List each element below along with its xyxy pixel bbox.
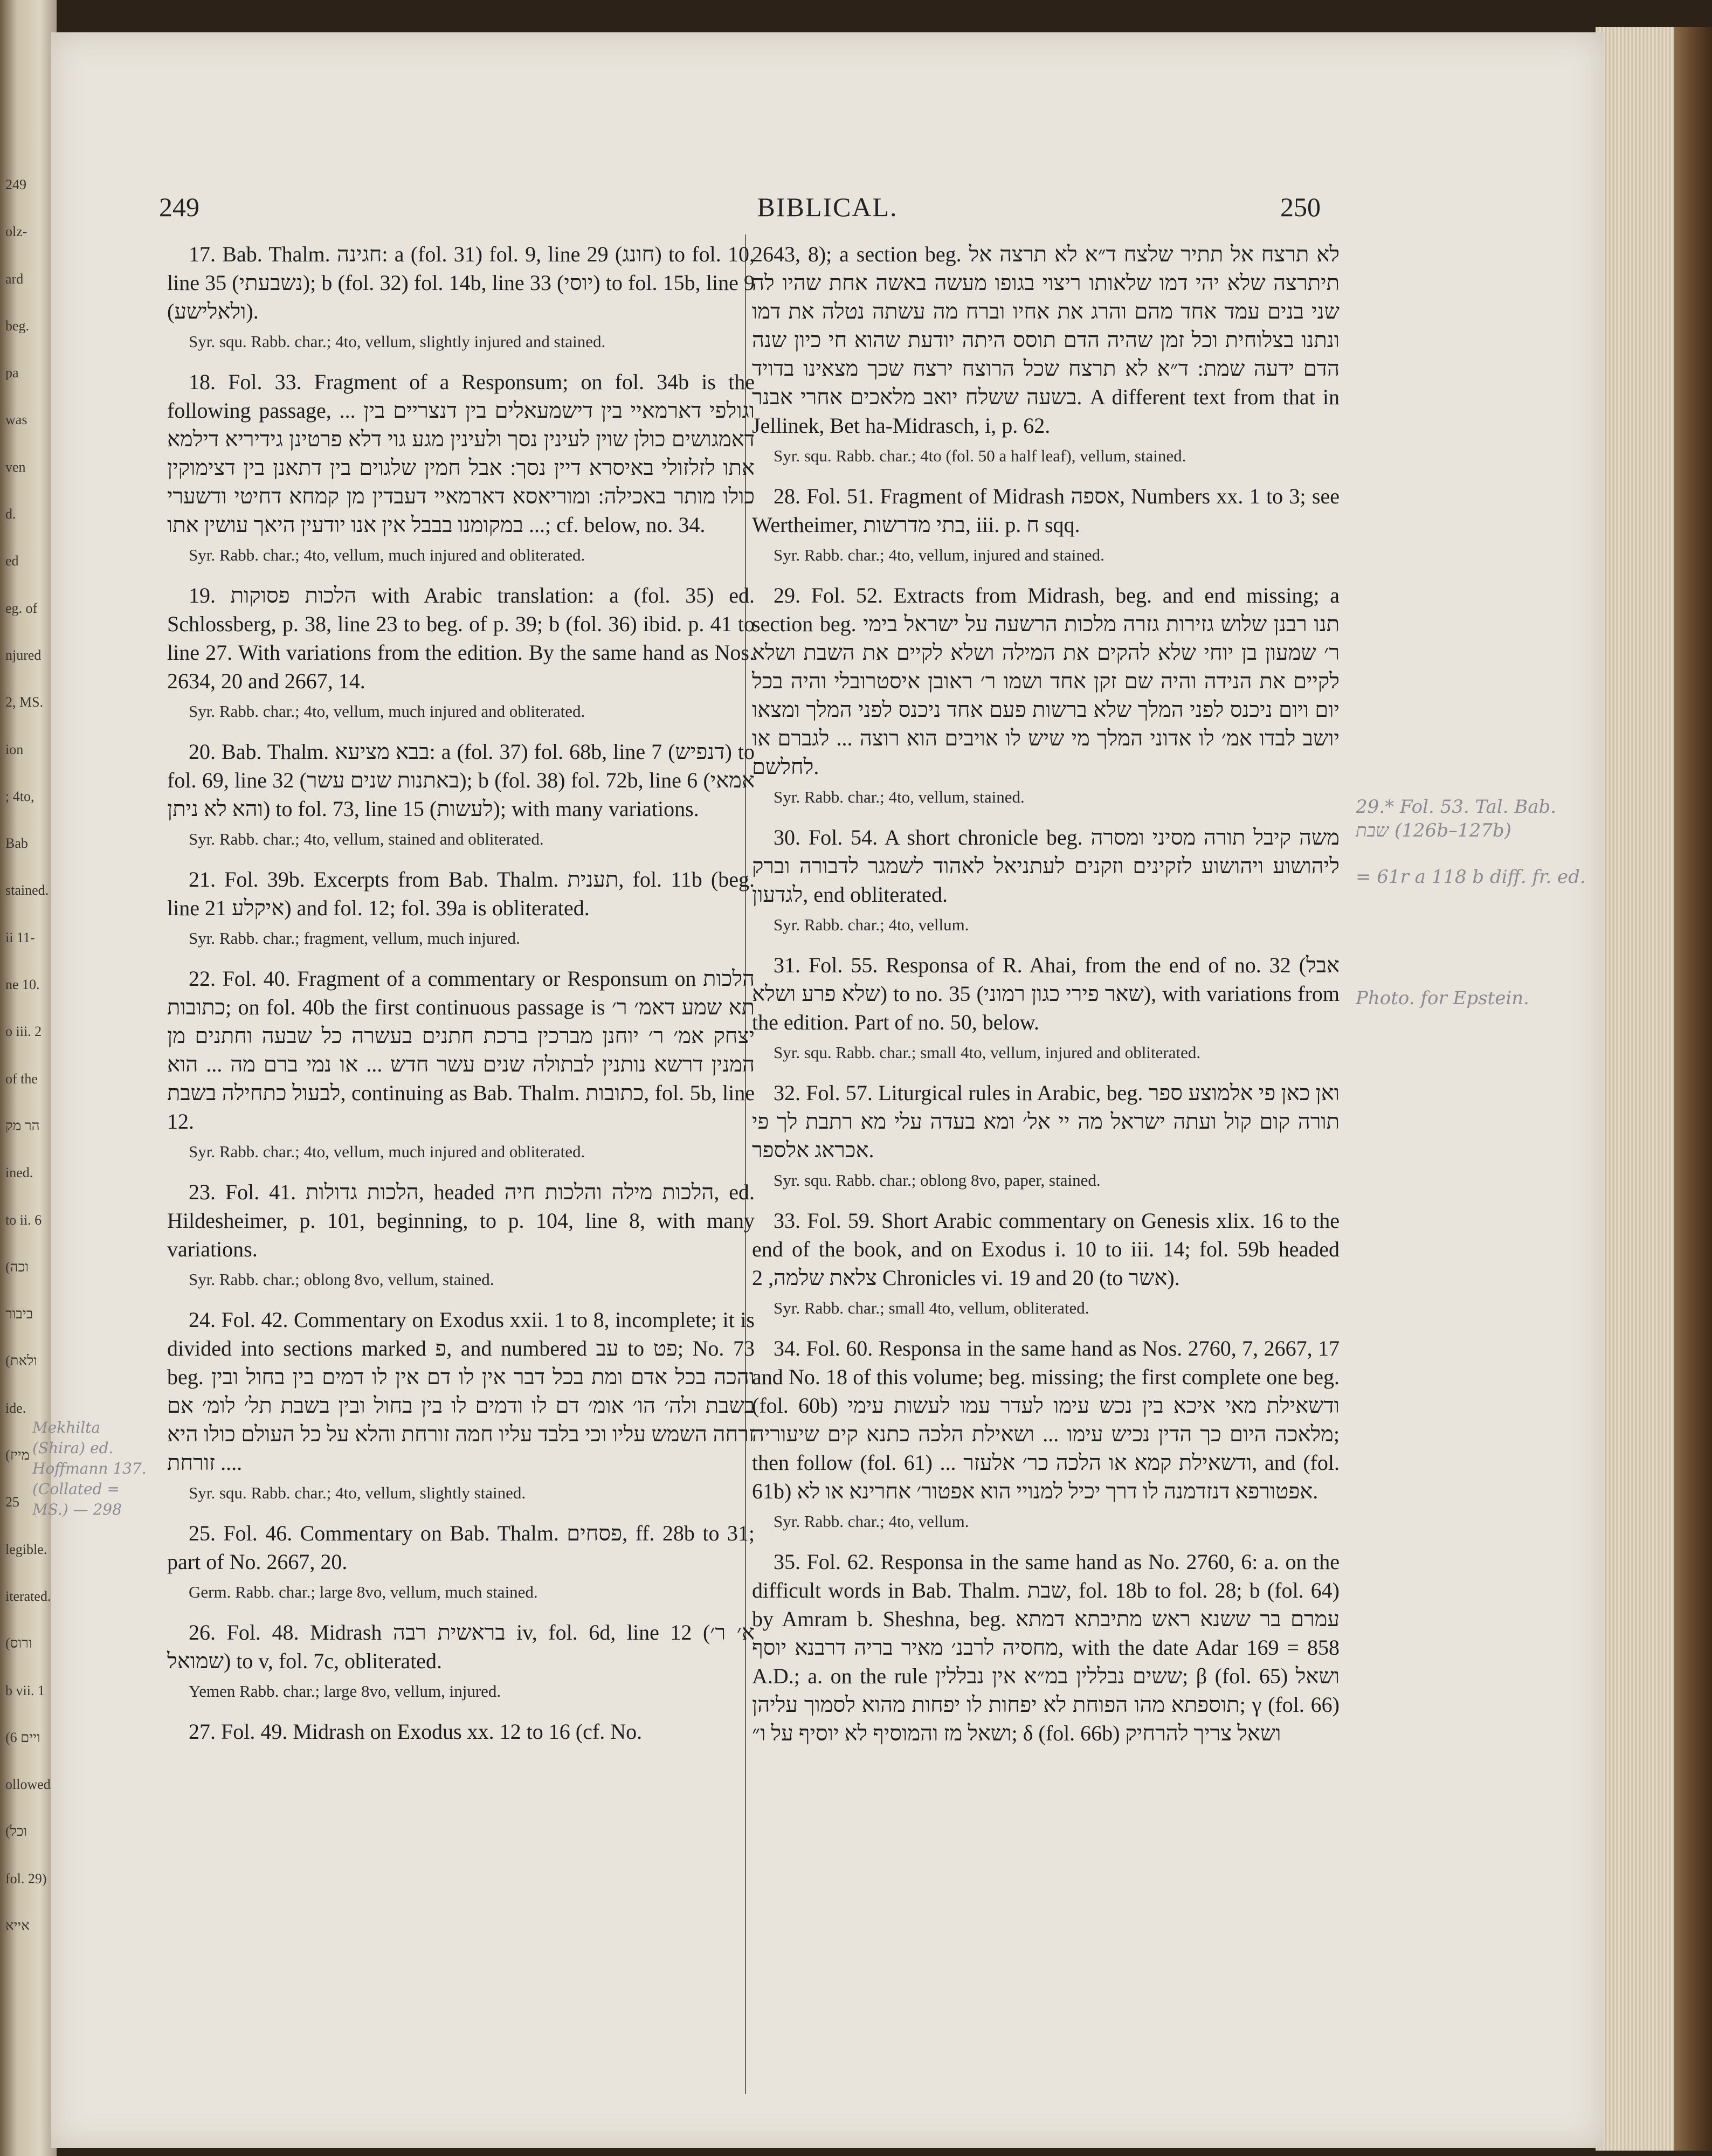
edge-fragment: 249 — [5, 178, 26, 192]
book-page-stack — [1596, 27, 1712, 2151]
entry-32 — [752, 1079, 1340, 1191]
entry-17 — [167, 240, 755, 353]
entry-20 — [167, 737, 755, 850]
entry-description: Syr. Rabb. char.; 4to, vellum, stained. — [774, 787, 1025, 806]
edge-fragment: (וכה — [5, 1260, 29, 1274]
entry-text: 34. Fol. 60. Responsa in the same hand as Nos. 2760, 7, 2667, 17 and No. 18 of this volume; beg. missing; the first complete one beg. (fol. 60b) ודשאילת מאי איכא בין נכש עימו לעדר עמו לעשות עימי מלאכה היום כך הדין נכיש עימו ... ושאילת הלכה כתנא קים שיעוריה; then follow (fol. 61) ... ודשאילת קמא או הלכה כר׳ אלעזר, and (fol. 61b) אפטורפא דנזדמנה לו דרך יכיל למנויי הוא אפטור׳ אחרינא או לא. — [752, 1336, 1340, 1503]
entry-text: 26. Fol. 48. Midrash בראשית רבה iv, fol. 6d, line 12 (א׳ ר׳ שמואל) to v, fol. 7c, obliterated. — [167, 1620, 755, 1673]
edge-fragment: beg. — [5, 319, 30, 333]
edge-fragment: ollowed — [5, 1778, 51, 1792]
edge-fragment: to ii. 6 — [5, 1213, 42, 1227]
entry-24 — [167, 1305, 755, 1504]
entry-29 — [752, 581, 1340, 808]
edge-fragment: ii 11- — [5, 931, 35, 945]
margin-note-29: 29.* Fol. 53. Tal. Bab. שבת (126b–127b) — [1356, 796, 1557, 841]
edge-fragment: ion — [5, 743, 24, 757]
entry-text: 19. הלכות פסוקות with Arabic translation: a (fol. 35) ed. Schlossberg, p. 38, line 23 to beg. of p. 39; b (fol. 36) ibid. p. 41 to line 27. With variations from the edition. By the same hand as Nos. 2634, 20 and 2667, 14. — [167, 583, 755, 693]
entry-25 — [167, 1519, 755, 1603]
entry-text: 17. Bab. Thalm. חגינה: a (fol. 31) fol. 9, line 29 (חונג) to fol. 10, line 35 (נשבעתי); b (fol. 32) fol. 14b, line 33 (יוסי) to fol. 15b, line 9 (ולאלישע). — [167, 242, 755, 323]
entry-text: 24. Fol. 42. Commentary on Exodus xxii. 1 to 8, incomplete; it is divided into sections marked פ, and numbered עב to פט; No. 73 beg. והכה בכל אדם ומת בכל דבר אין לו דם אין לו דמים בין בחול ובין בשבת ולה׳ הו׳ אומ׳ דם לו ודמים לו בין בחול ובין בשבת תל׳ לומ׳ אם זרחה השמש עליו וכי בלבד עליו חמה זורחת והלא על כל העולם כולו היא ... זורחת. — [167, 1308, 755, 1475]
entry-19 — [167, 581, 755, 722]
left-page-number: 249 — [159, 192, 199, 222]
entry-description: Syr. Rabb. char.; 4to, vellum, stained and obliterated. — [189, 830, 544, 848]
right-column — [752, 240, 1340, 1763]
edge-fragment: ard — [5, 272, 24, 286]
edge-fragment: o iii. 2 — [5, 1025, 42, 1039]
entry-text: 18. Fol. 33. Fragment of a Responsum; on fol. 34b is the following passage, ... וגולפי דארמאיי בין דישמעאלים בין דנצריים בין דאמגושים כולן שוין לעינין נסך ולעינין מגע גוי דלא פרטינן גידיריא דילמא אתו לזלזולי באיסרא דיין נסך: אבל חמין שלגוים בין דתאנן בין דצימוקין כולו מותר באכילה: ומוריאסא דארמאיי דעבדין מן קמחא דחיטי ודשערי ... במקומנו בבבל אין אנו יודעין היאך עושין אתו; cf. below, no. 34. — [167, 370, 755, 537]
entry-31 — [752, 951, 1340, 1063]
entry-description: Syr. Rabb. char.; fragment, vellum, much injured. — [189, 929, 520, 948]
edge-fragment: ביבור — [5, 1307, 33, 1321]
edge-fragment: הר מק — [5, 1119, 40, 1133]
entry-26 — [167, 1618, 755, 1702]
edge-fragment: (ויים 6 — [5, 1731, 40, 1745]
edge-fragment: ; 4to, — [5, 790, 34, 804]
edge-fragment: (ולאת — [5, 1354, 37, 1368]
book-page — [32, 32, 1604, 2148]
margin-note-24: Mekhilta (Shira) ed. Hoffmann 137. (Collated = MS.) — 298 — [32, 1419, 147, 1518]
edge-fragment: of the — [5, 1072, 38, 1086]
entry-text: 25. Fol. 46. Commentary on Bab. Thalm. פסחים, ff. 28b to 31; part of No. 2667, 20. — [167, 1521, 755, 1574]
edge-fragment: b vii. 1 — [5, 1684, 45, 1698]
edge-fragment: 2, MS. — [5, 695, 44, 709]
edge-fragment: (ורוס — [5, 1636, 32, 1650]
entry-text: 23. Fol. 41. הלכות גדולות, headed הלכות מילה והלכות חיה, ed. Hildesheimer, p. 101, beginning, to p. 104, line 8, with many variations. — [167, 1180, 755, 1261]
entry-text: 28. Fol. 51. Fragment of Midrash אספה, Numbers xx. 1 to 3; see Wertheimer, בתי מדרשות, iii. p. ח sqq. — [752, 484, 1340, 537]
edge-fragment: Bab — [5, 837, 28, 851]
entry-description: Syr. Rabb. char.; small 4to, vellum, obliterated. — [774, 1298, 1089, 1317]
edge-fragment: legible. — [5, 1543, 47, 1557]
entry-description: Syr. squ. Rabb. char.; 4to, vellum, slightly stained. — [189, 1483, 526, 1502]
edge-fragment: was — [5, 413, 27, 427]
entry-27-continued — [752, 240, 1340, 467]
edge-fragment: ne 10. — [5, 978, 40, 992]
entry-18 — [167, 368, 755, 566]
edge-fragment: pa — [5, 366, 19, 380]
edge-fragment: iterated. — [5, 1590, 51, 1604]
entry-text: 20. Bab. Thalm. בבא מציעא: a (fol. 37) fol. 68b, line 7 (דנפיש) to fol. 69, line 32 (באתנות שנים עשר); b (fol. 38) fol. 72b, line 6 (אמאי והא לא ניתן) to fol. 73, line 15 (לעשות); with many variations. — [167, 740, 755, 821]
left-column — [167, 240, 755, 1761]
running-title: BIBLICAL. — [757, 192, 898, 222]
margin-note-diff: = 61r a 118 b diff. fr. ed. — [1356, 866, 1586, 888]
entry-description: Syr. Rabb. char.; 4to, vellum, injured and stained. — [774, 545, 1104, 564]
entry-33 — [752, 1206, 1340, 1319]
previous-page-edge — [0, 0, 57, 2156]
page-header — [51, 191, 1604, 234]
entry-text: 31. Fol. 55. Responsa of R. Ahai, from the end of no. 32 (אבל שלא פרע ושלא) to no. 35 (שאר פירי כגון רמוני), with variations from the edition. Part of no. 50, below. — [752, 953, 1340, 1034]
entry-23 — [167, 1178, 755, 1290]
edge-fragment: stained. — [5, 883, 49, 897]
edge-fragment: d. — [5, 507, 16, 521]
entry-text: 29. Fol. 52. Extracts from Midrash, beg. and end missing; a section beg. תנו רבנן שלוש גזירות גזרה מלכות הרשעה על ישראל בימי ר׳ שמעון בן יוחי שלא להקים את המילה ושלא לקיים את השבת ושלא לקיים את הנידה והיה שם זקן אחד ושמו ר׳ ראובן איסטרובלי והיה בכל יום ויום ניכנס לפני המלך שלא ברשות פעם אחד ניכנס לפני המלך ומצאו יושב לבדו אמ׳ לו אדוני המלך מי שיש לו אויבים הוא רוצה ... לגברם או לחלשם. — [752, 583, 1340, 779]
entry-text: 30. Fol. 54. A short chronicle beg. משה קיבל תורה מסיני ומסרה ליהושוע ויהושוע לזקינים וזקנים לעתניאל לאהוד לשמגר לדבורה וברק לגדעון, end obliterated. — [752, 825, 1340, 907]
entry-description: Germ. Rabb. char.; large 8vo, vellum, much stained. — [189, 1583, 538, 1601]
entry-description: Syr. squ. Rabb. char.; oblong 8vo, paper, stained. — [774, 1171, 1101, 1190]
edge-fragment: ed — [5, 554, 19, 568]
entry-description: Syr. Rabb. char.; 4to, vellum, much injured and obliterated. — [189, 545, 585, 564]
entry-text: 22. Fol. 40. Fragment of a commentary or Responsum on הלכות כתובות; on fol. 40b the first continuous passage is תא שמע דאמ׳ ר׳ יצחק אמ׳ ר׳ יוחנן מברכין ברכת חתנים בעשרה כל שבעה וחתנים מן המנין דרשא נותנין לבתולה שנים עשר חדש ... או נמי ברם מה ... הוא לבעול כתחילה בשבת, continuing as Bab. Thalm. כתובות, fol. 5b, line 12. — [167, 966, 755, 1134]
entry-text: 21. Fol. 39b. Excerpts from Bab. Thalm. תענית, fol. 11b (beg. line 21 איקלע) and fol. 12; fol. 39a is obliterated. — [167, 867, 755, 920]
entry-30 — [752, 823, 1340, 936]
entry-description: Syr. squ. Rabb. char.; small 4to, vellum, injured and obliterated. — [774, 1043, 1201, 1062]
entry-text: 2643, 8); a section beg. לא תרצח אל תתיר שלצח ד״א לא תרצה אל תיתרצה שלא יהי דמו שלאותו ריצוי בגופו מעשה באשה אחת שהיו לה שני בנים עמד אחד מהם והרג את אחיו וברח מה עשתה נטלה את דמו ונתנו בצלוחית וכל זמן שהיה הדם תוסס היתה יודעת שהוא חי כיון שנה הדם ידעה שמת: ד״א לא תרצח שכל הרוצח ירצח שכך מצאינו בדויד בשעה ששלח יואב מלאכים אחרי אבנר. A different text from that in Jellinek, Bet ha-Midrasch, i, p. 62. — [752, 242, 1340, 438]
entry-description: Syr. Rabb. char.; 4to, vellum, much injured and obliterated. — [189, 702, 585, 721]
edge-fragment: njured — [5, 648, 42, 662]
entry-description: Syr. Rabb. char.; 4to, vellum, much injured and obliterated. — [189, 1142, 585, 1161]
edge-fragment: ven — [5, 460, 26, 474]
entry-description: Syr. Rabb. char.; 4to, vellum. — [774, 915, 969, 934]
entry-description: Syr. Rabb. char.; oblong 8vo, vellum, stained. — [189, 1270, 494, 1289]
entry-text: 27. Fol. 49. Midrash on Exodus xx. 12 to 16 (cf. No. — [189, 1719, 643, 1744]
edge-fragment: (וכל — [5, 1825, 27, 1839]
entry-description: Syr. squ. Rabb. char.; 4to, vellum, slightly injured and stained. — [189, 332, 606, 351]
edge-fragment: אייא — [5, 1919, 30, 1933]
entry-28 — [752, 482, 1340, 566]
right-page-number: 250 — [1280, 192, 1321, 222]
edge-fragment: (מייז — [5, 1448, 30, 1462]
edge-fragment: fol. 29) — [5, 1872, 47, 1886]
book-cover-edge — [1674, 27, 1712, 2151]
entry-text: 33. Fol. 59. Short Arabic commentary on Genesis xlix. 16 to the end of the book, and on Exodus i. 10 to iii. 14; fol. 59b headed צלאת שלמה, 2 Chronicles vi. 19 and 20 (to אשר). — [752, 1208, 1340, 1290]
edge-fragment: ide. — [5, 1401, 26, 1415]
edge-fragment: eg. of — [5, 602, 38, 616]
entry-22 — [167, 964, 755, 1163]
entry-34 — [752, 1334, 1340, 1532]
entry-description: Yemen Rabb. char.; large 8vo, vellum, injured. — [189, 1682, 501, 1701]
entry-21 — [167, 865, 755, 949]
margin-note-photo: Photo. for Epstein. — [1356, 987, 1529, 1009]
entry-description: Syr. Rabb. char.; 4to, vellum. — [774, 1512, 969, 1531]
entry-27 — [167, 1717, 755, 1746]
edge-fragment: 25 — [5, 1495, 19, 1509]
entry-35 — [752, 1547, 1340, 1747]
entry-text: 32. Fol. 57. Liturgical rules in Arabic, beg. ואן כאן פי אלמוצע ספר תורה קום קול ועתה ישראל מה יי אל׳ ומא בעדה עלי מא רתבת לך פי אכראג אלספר. — [752, 1081, 1340, 1162]
edge-fragment: olz- — [5, 225, 27, 239]
entry-text: 35. Fol. 62. Responsa in the same hand as No. 2760, 6: a. on the difficult words in Bab. Thalm. שבת, fol. 18b to fol. 28; b (fol. 64) by Amram b. Sheshna, beg. עמרם בר ששנא ראש מתיבתא דמתא מחסיה לרבנ׳ מאיר בריה דרבנא יוסף, with the date Adar 169 = 858 A.D.; a. on the rule ששים נבללין במ״א אין נבללין; β (fol. 65) ושאל תוספתא מהו הפוחת לא יפחות לו יפחות מהוא לסמוך עליהן; γ (fol. 66) ושאל מז והמוסיף לא יוסיף על ו״; δ (fol. 66b) ושאל צריך להרחיק — [752, 1550, 1340, 1745]
edge-fragment: ined. — [5, 1166, 33, 1180]
entry-description: Syr. squ. Rabb. char.; 4to (fol. 50 a half leaf), vellum, stained. — [774, 446, 1186, 465]
